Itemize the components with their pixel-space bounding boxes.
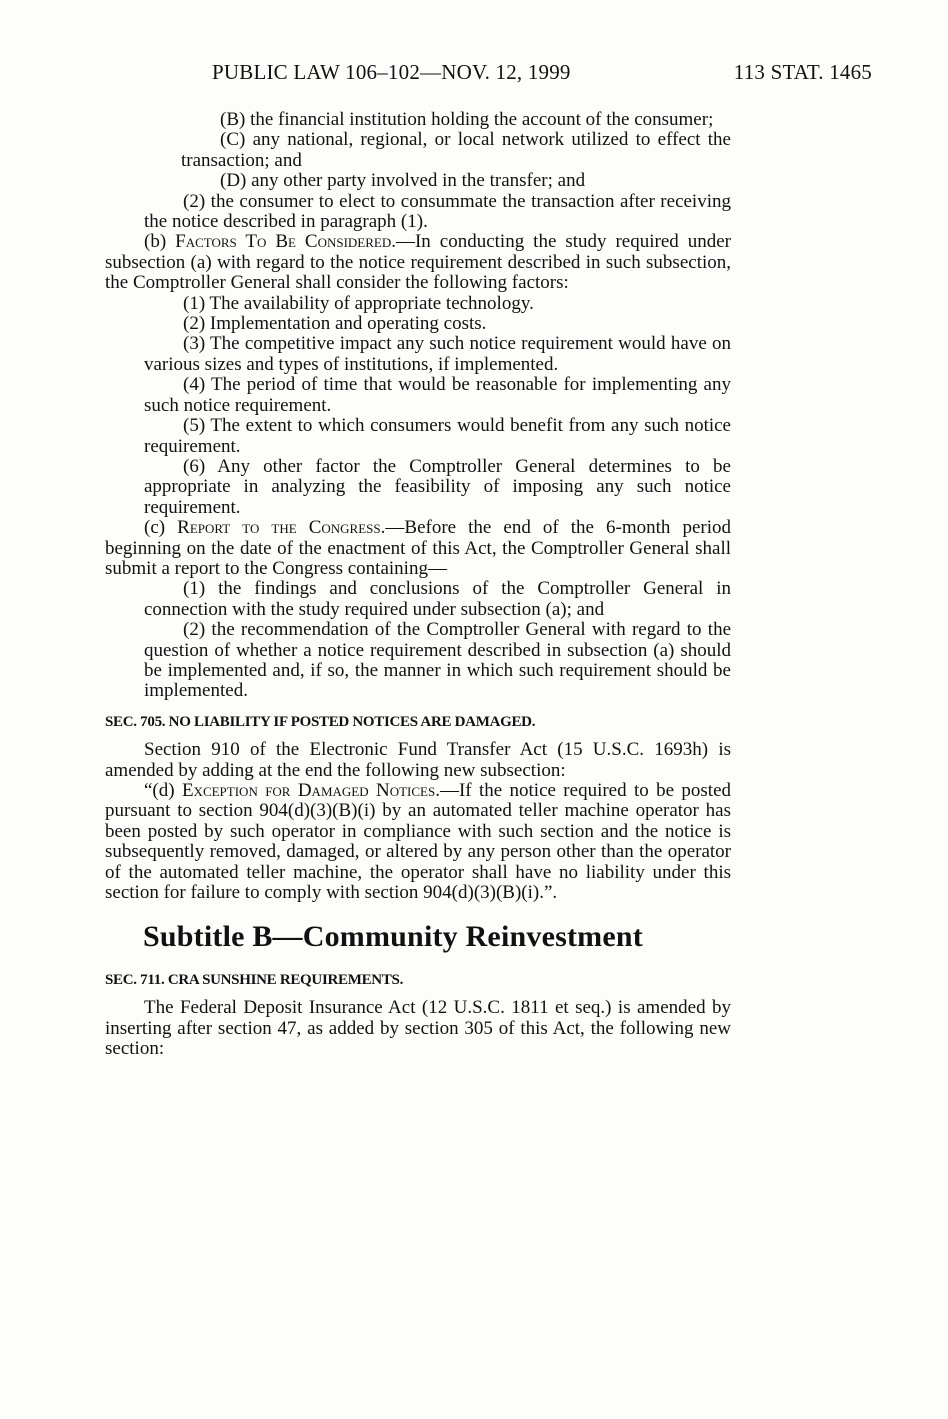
clause-b: (B) the financial institution holding the account of the consumer; <box>220 109 714 130</box>
report-item-1: (1) the findings and conclusions of the Comptroller General in connection with the study required under subsection (a); and <box>144 578 731 620</box>
section-705-heading: SEC. 705. NO LIABILITY IF POSTED NOTICES ARE DAMAGED. <box>105 713 536 730</box>
running-header <box>0 60 948 90</box>
subsection-c-label: (c) <box>144 517 178 539</box>
clause-c: (C) any national, regional, or local network utilized to effect the transaction; and <box>181 129 731 171</box>
quoted-subsection-heading: Exception for Damaged Notices. <box>181 780 440 801</box>
factor-6: (6) Any other factor the Comptroller General determines to be appropriate in analyzing the feasibility of imposing any such notice requirement. <box>144 455 731 518</box>
factor-5: (5) The extent to which consumers would benefit from any such notice requirement. <box>144 415 731 457</box>
section-705-quoted-subsection <box>105 781 731 903</box>
header-law-citation: PUBLIC LAW 106–102—NOV. 12, 1999 <box>212 60 571 84</box>
subsection-c-text: —Before the end of the 6-month period beginning on the date of the enactment of this Act, the Comptroller General shall submit a report to the Congress containing— <box>105 517 731 579</box>
section-711-intro: The Federal Deposit Insurance Act (12 U.S.C. 1811 et seq.) is amended by inserting after section 47, as added by section 305 of this Act, the following new section: <box>105 997 731 1060</box>
factor-2: (2) Implementation and operating costs. <box>183 313 487 335</box>
factor-1: (1) The availability of appropriate technology. <box>183 292 534 314</box>
subtitle-heading: Subtitle B—Community Reinvestment <box>143 920 643 954</box>
quoted-subsection-label: “(d) <box>144 780 182 801</box>
subsection-b-text: —In conducting the study required under subsection (a) with regard to the notice requirement described in such subsection, the Comptroller General shall consider the following factors: <box>105 231 731 294</box>
clause-d: (D) any other party involved in the transfer; and <box>220 170 586 192</box>
report-item-2: (2) the recommendation of the Comptroller General with regard to the question of whether a notice requirement described in subsection (a) should be implemented and, if so, the manner in which such requirement should be implemented. <box>144 619 731 702</box>
factor-3: (3) The competitive impact any such notice requirement would have on various sizes and types of institutions, if implemented. <box>144 333 731 375</box>
section-705-intro: Section 910 of the Electronic Fund Transfer Act (15 U.S.C. 1693h) is amended by adding at the end the following new subsection: <box>105 739 731 781</box>
subsection-b-heading: Factors To Be Considered. <box>175 231 396 253</box>
quoted-subsection-text: —If the notice required to be posted pursuant to section 904(d)(3)(B)(i) by an automated teller machine operator has been posted by such operator in compliance with such section and the notice is subsequently removed, damaged, or altered by any person other than the operator of the automated teller machine, the operator shall have no liability under this section for failure to comply with section 904(d)(3)(B)(i).”. <box>105 780 731 904</box>
header-page-number: 113 STAT. 1465 <box>733 60 872 84</box>
subsection-b-label: (b) <box>144 231 176 253</box>
subsection-c-heading: Report to the Congress. <box>177 517 386 539</box>
section-711-heading: SEC. 711. CRA SUNSHINE REQUIREMENTS. <box>105 971 404 988</box>
factor-4: (4) The period of time that would be reasonable for implementing any such notice requirement. <box>144 374 731 416</box>
body-text <box>105 110 731 1059</box>
subsection-c <box>105 518 731 579</box>
subsection-b <box>105 232 731 293</box>
paragraph-2: (2) the consumer to elect to consummate the transaction after receiving the notice described in paragraph (1). <box>144 190 731 233</box>
